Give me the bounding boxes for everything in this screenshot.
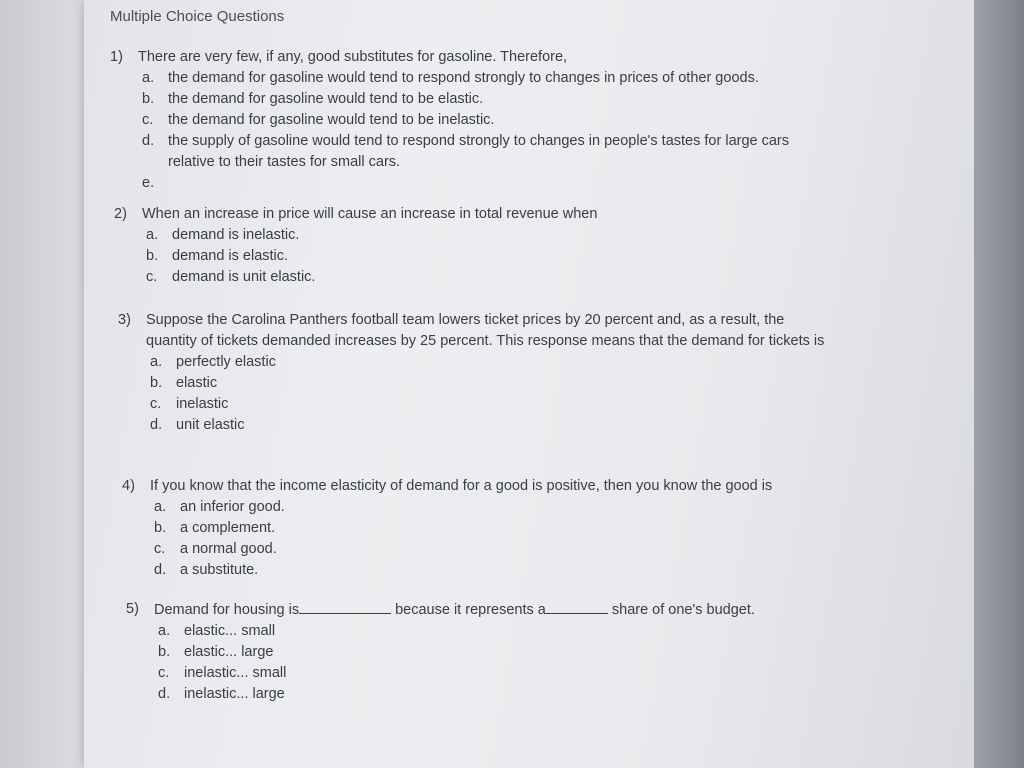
- option-letter: a.: [158, 623, 171, 639]
- option-c: [158, 663, 846, 684]
- option-letter: a.: [146, 227, 159, 243]
- option-text: demand is inelastic.: [172, 227, 300, 243]
- option-text: a substitute.: [180, 562, 259, 578]
- option-a: [146, 225, 834, 246]
- question-text-part1: Demand for housing is: [154, 602, 300, 618]
- option-text: inelastic: [176, 396, 229, 412]
- option-letter: c.: [150, 396, 162, 412]
- option-letter: c.: [142, 112, 154, 128]
- question-text: If you know that the income elasticity of demand for a good is positive, then you know the good is: [150, 478, 773, 494]
- option-letter: a.: [150, 354, 163, 370]
- option-text: unit elastic: [176, 417, 245, 433]
- option-b: [150, 373, 848, 394]
- option-text: the supply of gasoline would tend to respond strongly to changes in people's tastes for large cars relative to their tastes for small cars.: [168, 133, 790, 170]
- question-1: [110, 47, 840, 194]
- option-text: a complement.: [180, 520, 276, 536]
- option-b: [142, 89, 840, 110]
- question-number: 2): [114, 206, 127, 222]
- answer-blank-2[interactable]: [546, 599, 608, 614]
- answer-blank-1[interactable]: [299, 599, 391, 614]
- option-text: the demand for gasoline would tend to be elastic.: [168, 91, 484, 107]
- option-text: elastic... large: [184, 644, 274, 660]
- option-text: [168, 173, 840, 194]
- option-b: [158, 642, 846, 663]
- option-e: [142, 173, 840, 194]
- document-title: Multiple Choice Questions: [110, 8, 285, 25]
- option-letter: b.: [146, 248, 159, 264]
- question-number: 3): [118, 312, 131, 328]
- option-text: elastic: [176, 375, 218, 391]
- option-text: perfectly elastic: [176, 354, 276, 370]
- option-text: demand is unit elastic.: [172, 269, 316, 285]
- question-text: When an increase in price will cause an increase in total revenue when: [142, 206, 598, 222]
- option-c: [146, 267, 834, 288]
- option-c: [142, 110, 840, 131]
- question-text: There are very few, if any, good substitutes for gasoline. Therefore,: [138, 49, 568, 65]
- option-a: [142, 68, 840, 89]
- option-c: [154, 539, 842, 560]
- question-number: 5): [126, 601, 139, 617]
- question-text-part3: share of one's budget.: [611, 602, 755, 618]
- option-c: [150, 394, 848, 415]
- option-b: [146, 246, 834, 267]
- option-text: the demand for gasoline would tend to be inelastic.: [168, 112, 495, 128]
- screen-edge: [974, 0, 1024, 768]
- option-letter: d.: [154, 562, 167, 578]
- question-text-part2: because it represents a: [395, 602, 546, 618]
- question-number: 1): [110, 49, 123, 65]
- question-text: [154, 599, 846, 621]
- option-letter: d.: [158, 686, 171, 702]
- question-number: 4): [122, 478, 135, 494]
- question-text: Suppose the Carolina Panthers football team lowers ticket prices by 20 percent and, as a result, the quantity of tickets demanded increases by 25 percent. This response means that the demand for tickets is: [146, 312, 825, 349]
- option-a: [158, 621, 846, 642]
- question-3: [118, 310, 848, 436]
- option-letter: b.: [150, 375, 163, 391]
- option-letter: e.: [142, 175, 155, 191]
- option-letter: d.: [150, 417, 163, 433]
- option-text: elastic... small: [184, 623, 276, 639]
- option-text: a normal good.: [180, 541, 277, 557]
- option-a: [150, 352, 848, 373]
- option-letter: a.: [154, 499, 167, 515]
- option-letter: c.: [158, 665, 170, 681]
- option-d: [154, 560, 842, 581]
- option-d: [142, 131, 840, 173]
- option-letter: d.: [142, 133, 155, 149]
- option-a: [154, 497, 842, 518]
- question-4: [122, 476, 842, 581]
- option-text: an inferior good.: [180, 499, 285, 515]
- option-letter: a.: [142, 70, 155, 86]
- question-5: [126, 599, 846, 705]
- option-d: [158, 684, 846, 705]
- option-d: [150, 415, 848, 436]
- option-b: [154, 518, 842, 539]
- option-letter: b.: [154, 520, 167, 536]
- option-letter: b.: [142, 91, 155, 107]
- option-letter: b.: [158, 644, 171, 660]
- question-2: [114, 204, 834, 288]
- option-letter: c.: [154, 541, 166, 557]
- option-text: demand is elastic.: [172, 248, 289, 264]
- background-left: [0, 0, 84, 768]
- option-letter: c.: [146, 269, 158, 285]
- option-text: inelastic... small: [184, 665, 287, 681]
- option-text: the demand for gasoline would tend to respond strongly to changes in prices of other goods.: [168, 70, 759, 86]
- option-text: inelastic... large: [184, 686, 285, 702]
